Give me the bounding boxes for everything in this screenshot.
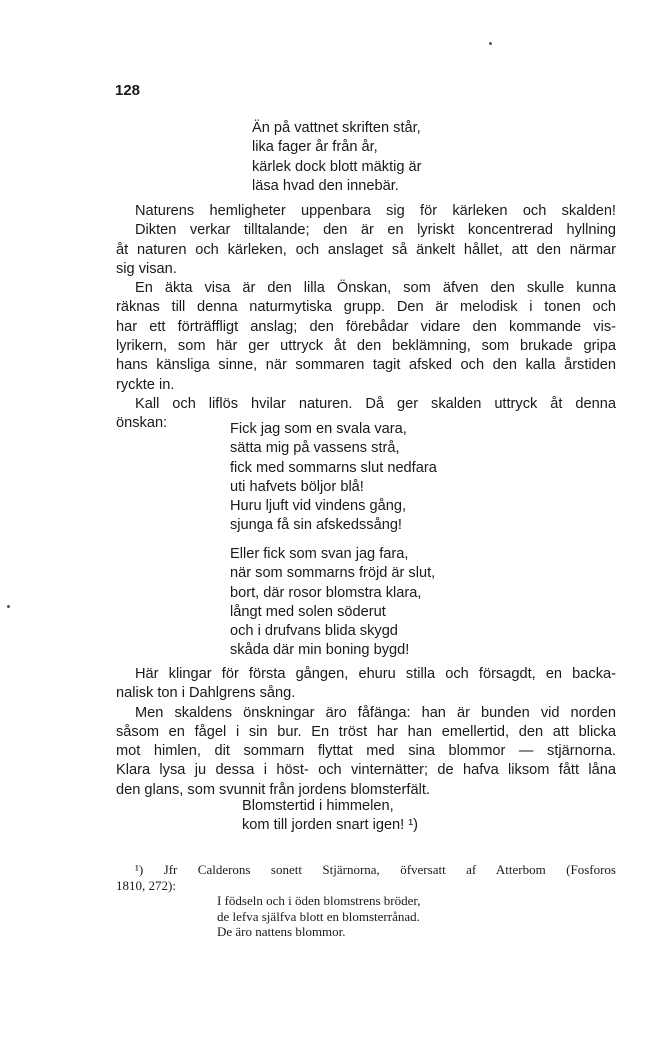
verse-line: när som sommarns fröjd är slut, — [230, 565, 436, 582]
verse-line: kom till jorden snart igen! ¹) — [242, 817, 419, 834]
prose-line: Kall och liflös hvilar naturen. Då ger skalden uttryck åt denna — [135, 395, 616, 412]
prose-line: Klara lysa ju dessa i höst- och vinternätter; de hafva liksom fått låna — [116, 762, 616, 779]
verse-stanza-3 — [230, 545, 435, 661]
verse-line: sjunga få sin afskedssång! — [230, 517, 402, 534]
verse-line: Än på vattnet skriften står, — [252, 120, 421, 136]
verse-line: Eller fick som svan jag fara, — [230, 546, 409, 562]
verse-line: Fick jag som en svala vara, — [230, 421, 407, 437]
verse-line: läsa hvad den innebär. — [252, 177, 399, 194]
verse-stanza-2 — [230, 420, 437, 536]
verse-line: långt med solen söderut — [230, 603, 386, 620]
verse-line: skåda där min boning bygd! — [230, 642, 410, 659]
prose-line: lyrikern, som här ger uttryck åt den beklämning, som brukade gripa — [116, 338, 616, 355]
prose-line: nalisk ton i Dahlgrens sång. — [116, 685, 296, 702]
footnote-quote-line: De äro nattens blommor. — [217, 924, 346, 939]
footnote-line: 1810, 272): — [116, 877, 176, 893]
prose-line: Men skaldens önskningar äro fåfänga: han är bunden vid norden — [135, 704, 616, 721]
verse-line: sätta mig på vassens strå, — [230, 440, 400, 457]
prose-section-1 — [116, 202, 616, 434]
footnote — [116, 862, 616, 940]
footnote-quote-line: de lefva själfva blott en blomsterrånad. — [217, 908, 420, 924]
prose-section-2 — [116, 665, 616, 800]
verse-line: fick med sommarns slut nedfara — [230, 459, 437, 476]
prose-line: En äkta visa är den lilla Önskan, som äfven den skulle kunna — [135, 280, 616, 297]
prose-line: ryckte in. — [116, 376, 175, 393]
prose-line: sig visan. — [116, 260, 177, 277]
prose-line: den glans, som svunnit från jordens blomsterfält. — [116, 781, 430, 798]
prose-line: Här klingar för första gången, ehuru stilla och försagdt, en backa- — [135, 666, 616, 682]
verse-line: Huru ljuft vid vindens gång, — [230, 498, 407, 515]
prose-line: såsom en fågel i sin bur. En tröst har han emellertid, den att blicka — [116, 723, 616, 740]
prose-line: önskan: — [116, 415, 168, 432]
prose-line: Naturens hemligheter uppenbara sig för kärleken och skalden! — [135, 203, 616, 219]
prose-line: åt naturen och kärleken, och anslaget så änkelt hållet, att den närmar — [116, 241, 616, 258]
verse-stanza-4 — [242, 797, 418, 836]
verse-line: bort, där rosor blomstra klara, — [230, 584, 422, 601]
prose-line: hans känsliga sinne, när sommaren tagit afsked och den kalla årstiden — [116, 357, 616, 374]
verse-line: Blomstertid i himmelen, — [242, 798, 394, 814]
scan-speck — [489, 42, 492, 45]
prose-line: har ett förträffligt anslag; den förebådar vidare den kommande vis- — [116, 318, 616, 335]
verse-line: lika fager år från år, — [252, 139, 378, 156]
prose-line: Dikten verkar tilltalande; den är en lyriskt koncentrerad hyllning — [135, 222, 616, 239]
verse-line: uti hafvets böljor blå! — [230, 478, 364, 495]
footnote-line: ¹) Jfr Calderons sonett Stjärnorna, öfversatt af Atterbom (Fosforos — [135, 862, 616, 877]
verse-line: och i drufvans blida skygd — [230, 623, 398, 640]
prose-line: räknas till denna naturmytiska grupp. Den är melodisk i tonen och — [116, 299, 616, 316]
verse-line: kärlek dock blott mäktig är — [252, 158, 422, 175]
page-number: 128 — [115, 82, 141, 99]
footnote-quote-line: I födseln och i öden blomstrens bröder, — [217, 893, 421, 908]
scan-speck — [7, 605, 10, 608]
prose-line: mot himlen, dit sommarn flyttat med sina blommor — stjärnorna. — [116, 743, 616, 760]
verse-stanza-1 — [252, 119, 422, 196]
